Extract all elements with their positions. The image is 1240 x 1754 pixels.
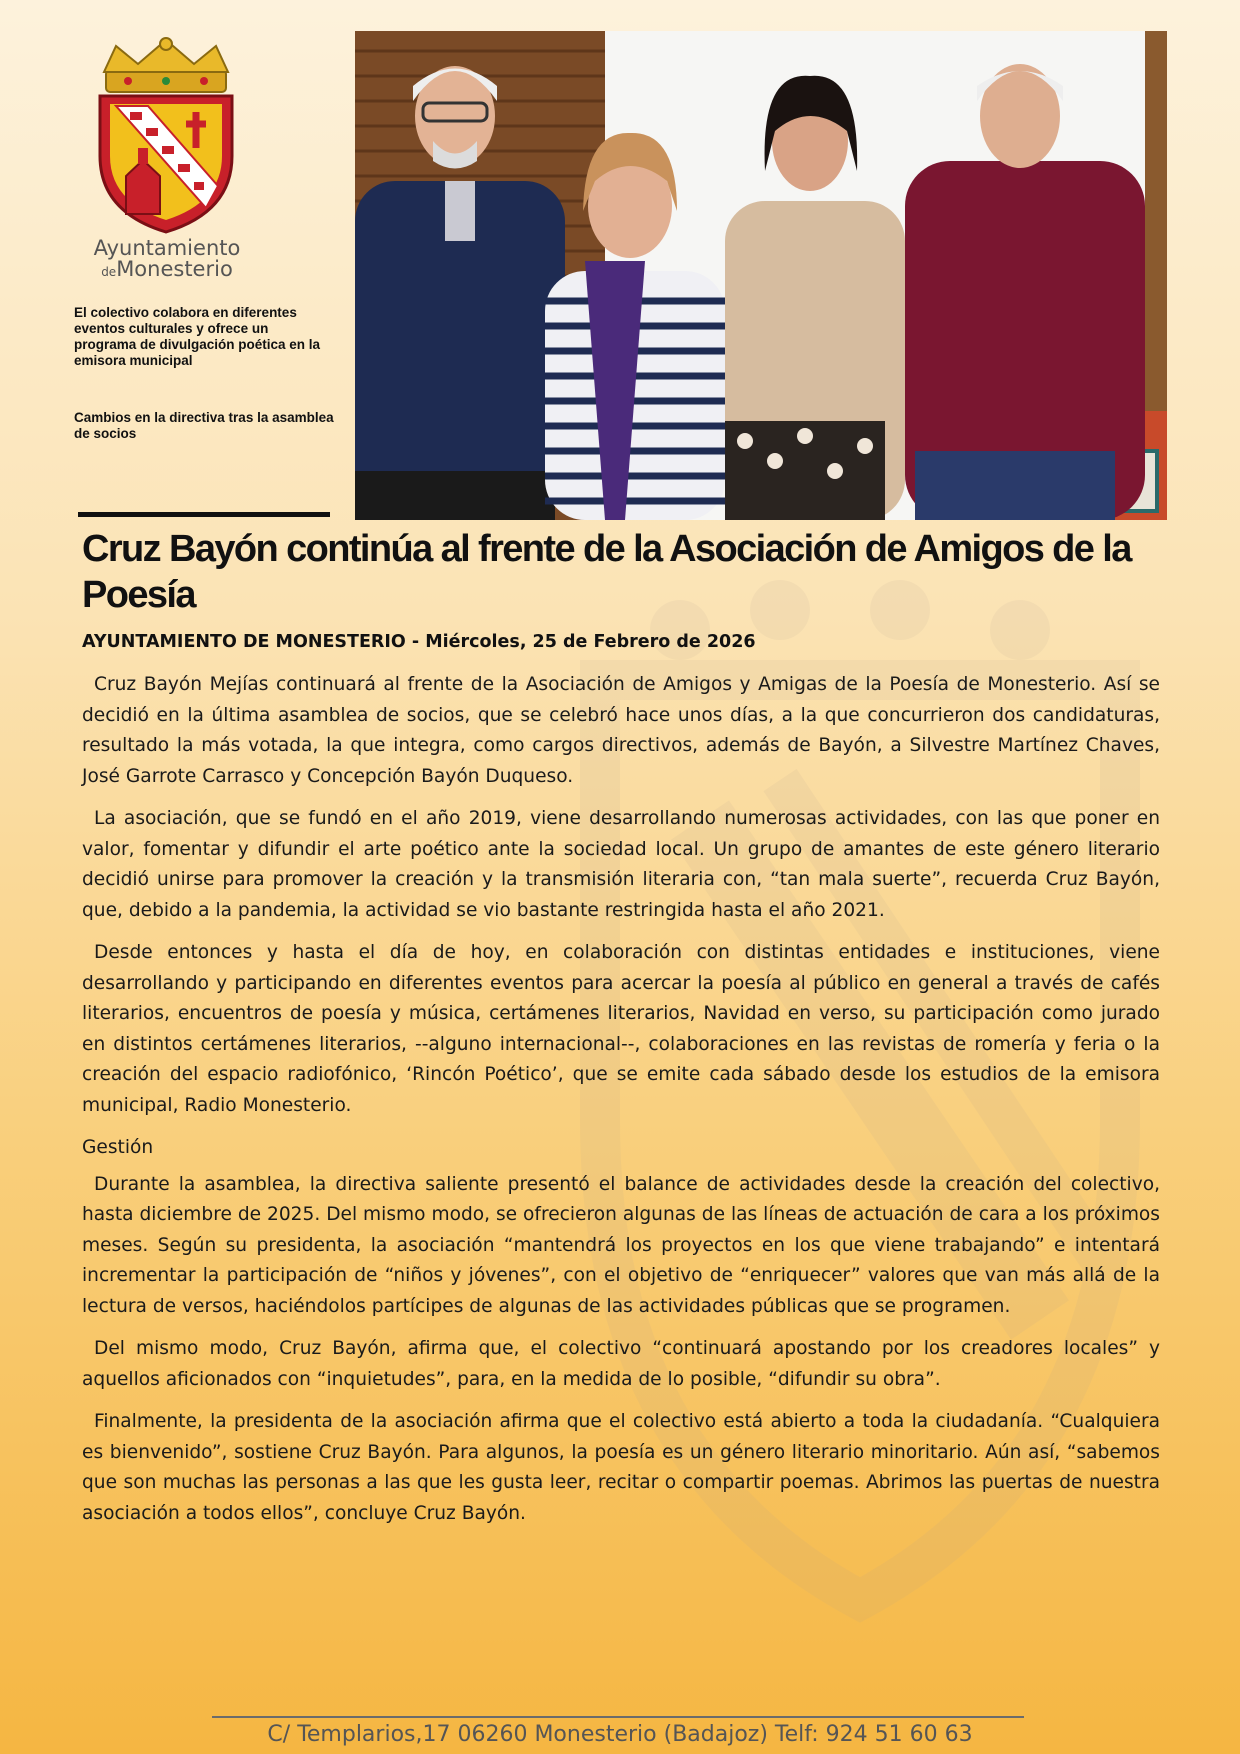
logo-name-line1: Ayuntamiento (93, 236, 241, 260)
article-paragraph: Cruz Bayón Mejías continuará al frente de la Asociación de Amigos y Amigas de la Poesía de Monesterio. Así se decidió en la última asamblea de socios, que se celebró hace unos días, a la que concurrieron dos candidaturas, resultado la más votada, la que integra, como cargos directivos, además de Bayón, a Silvestre Martínez Chaves, José Garrote Carrasco y Concepción Bayón Duqueso. (82, 674, 1160, 787)
logo-name (92, 238, 242, 280)
article-byline: AYUNTAMIENTO DE MONESTERIO - Miércoles, 25 de Febrero de 2026 (82, 632, 756, 652)
divider-rule (78, 512, 330, 517)
sidebar-note-assembly: Cambios en la directiva tras la asamblea de socios (74, 410, 334, 441)
logo-name-town: Monesterio (116, 257, 233, 281)
footer-address: C/ Templarios,17 06260 Monesterio (Badajoz) Telf: 924 51 60 63 (267, 1722, 973, 1747)
footer-divider (212, 1716, 1024, 1718)
logo-name-prefix: de (101, 265, 117, 279)
group-photo (355, 31, 1167, 520)
article-subhead: Gestión (82, 1137, 154, 1158)
sidebar-note-culture: El colectivo colabora en diferentes eventos culturales y ofrece un programa de divulgación poética en la emisora municipal (74, 305, 321, 368)
article-headline: Cruz Bayón continúa al frente de la Asociación de Amigos de la Poesía (82, 528, 1131, 616)
article-paragraph: Durante la asamblea, la directiva saliente presentó el balance de actividades desde la creación del colectivo, hasta diciembre de 2025. Del mismo modo, se ofrecieron algunas de las líneas de actuación de cara a los próximos meses. Según su presidenta, la asociación “mantendrá los proyectos en los que viene trabajando” e intentará incrementar la participación de “niños y jóvenes”, con el objetivo de “enriquecer” valores que van más allá de la lectura de versos, haciéndolos partícipes de algunas de las actividades públicas que se programen. (82, 1173, 1160, 1317)
article-paragraph: Finalmente, la presidenta de la asociación afirma que el colectivo está abierto a toda la ciudadanía. “Cualquiera es bienvenido”, sostiene Cruz Bayón. Para algunos, la poesía es un género literario minoritario. Aún así, “sabemos que son muchas las personas a las que les gusta leer, recitar o compartir poemas. Abrimos las puertas de nuestra asociación a todos ellos”, concluye Cruz Bayón. (82, 1411, 1160, 1524)
article-body (82, 670, 1160, 1541)
article-paragraph: Del mismo modo, Cruz Bayón, afirma que, el colectivo “continuará apostando por los creadores locales” y aquellos aficionados con “inquietudes”, para, en la medida de lo posible, “difundir su obra”. (82, 1338, 1160, 1390)
article-paragraph: La asociación, que se fundó en el año 2019, viene desarrollando numerosas actividades, con las que poner en valor, fomentar y difundir el arte poético ante la sociedad local. Un grupo de amantes de este género literario decidió unirse para promover la creación y la transmisión literaria con, “tan mala suerte”, recuerda Cruz Bayón, que, debido a la pandemia, la actividad se vio bastante restringida hasta el año 2021. (82, 808, 1160, 921)
logo-name-line2 (92, 259, 242, 280)
article-paragraph: Desde entonces y hasta el día de hoy, en colaboración con distintas entidades e instituciones, viene desarrollando y participando en diferentes eventos para acercar la poesía al público en general a través de cafés literarios, encuentros de poesía y música, certámenes literarios, Navidad en verso, su participación como jurado en distintos certámenes literarios, --alguno internacional--, colaboraciones en las revistas de romería y feria o la creación del espacio radiofónico, ‘Rincón Poético’, que se emite cada sábado desde los estudios de la emisora municipal, Radio Monesterio. (82, 942, 1160, 1116)
